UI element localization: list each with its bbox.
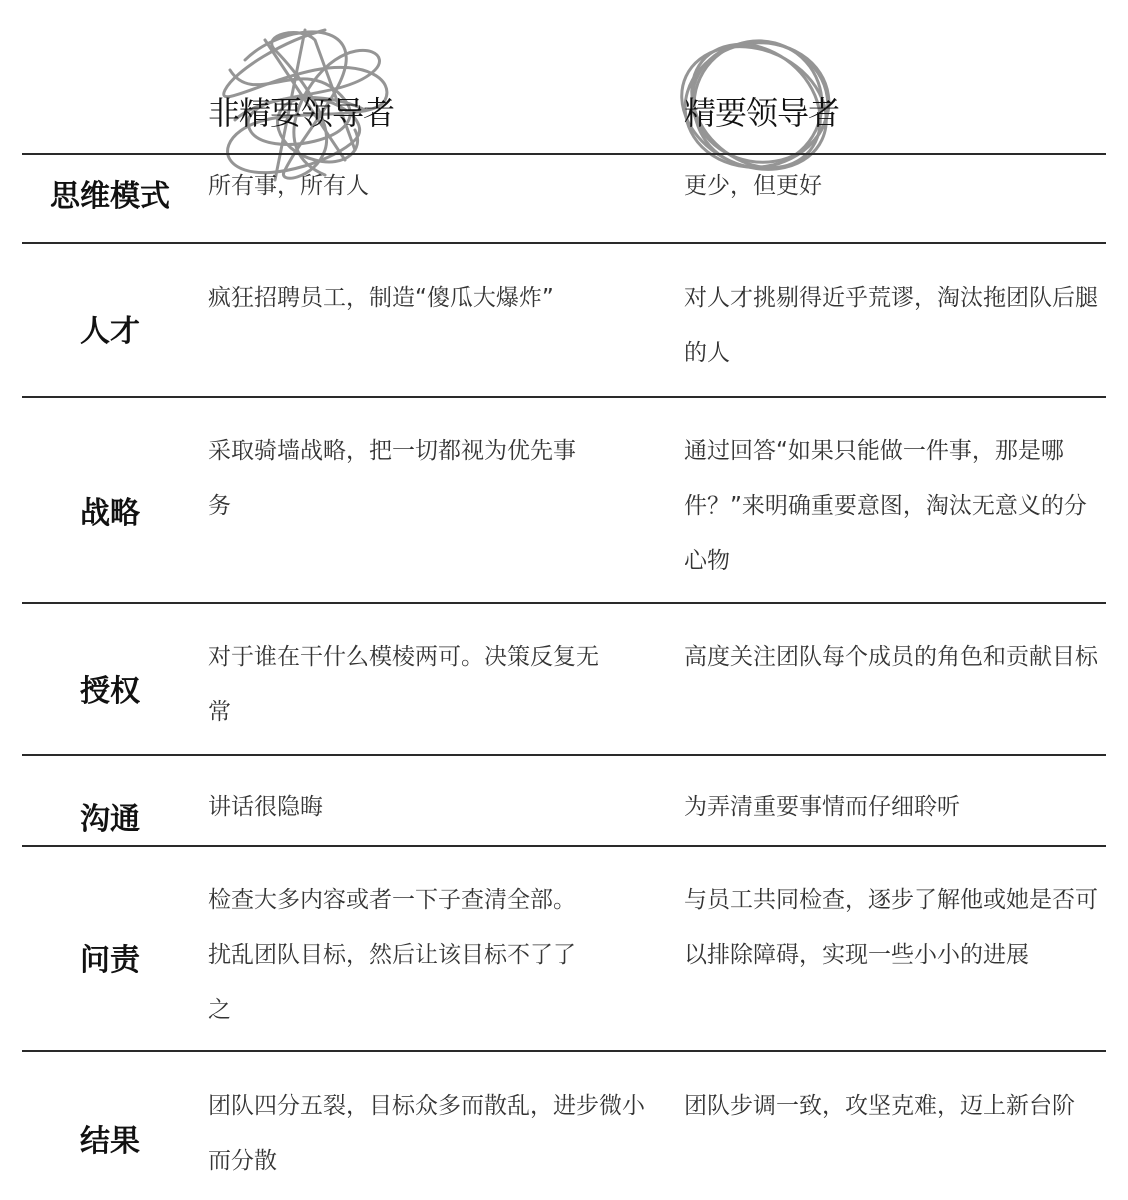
row-label: 战略 (80, 496, 140, 531)
essentialist-cell: 为弄清重要事情而仔细聆听 (684, 794, 960, 820)
table-row (0, 155, 1128, 242)
table-row (0, 1052, 1128, 1200)
essentialist-cell: 与员工共同检查，逐步了解他或她是否可以排除障碍，实现一些小小的进展 (684, 887, 1098, 968)
divider (22, 602, 1106, 604)
non-essentialist-cell: 所有事，所有人 (208, 173, 369, 199)
table-row (0, 847, 1128, 1050)
table-row (0, 756, 1128, 845)
row-label: 思维模式 (50, 179, 170, 214)
divider (22, 153, 1106, 155)
divider (22, 754, 1106, 756)
essentialist-cell: 通过回答“如果只能做一件事，那是哪件？”来明确重要意图，淘汰无意义的分心物 (684, 438, 1087, 574)
essentialist-cell: 团队步调一致，攻坚克难，迈上新台阶 (684, 1093, 1075, 1119)
column-title-essentialist: 精要领导者 (684, 94, 840, 132)
row-label: 结果 (80, 1124, 140, 1159)
divider (22, 396, 1106, 398)
non-essentialist-cell: 团队四分五裂，目标众多而散乱，进步微小而分散 (208, 1093, 645, 1174)
row-label: 人才 (80, 314, 140, 349)
essentialist-cell: 高度关注团队每个成员的角色和贡献目标 (684, 644, 1098, 670)
divider (22, 242, 1106, 244)
row-label: 问责 (80, 943, 140, 978)
non-essentialist-cell: 检查大多内容或者一下子查清全部。扰乱团队目标，然后让该目标不了了之 (208, 887, 576, 1023)
essentialist-cell: 对人才挑剔得近乎荒谬，淘汰拖团队后腿的人 (684, 285, 1098, 366)
table-row (0, 398, 1128, 602)
essentialist-cell: 更少，但更好 (684, 173, 822, 199)
divider (22, 1050, 1106, 1052)
non-essentialist-cell: 讲话很隐晦 (208, 794, 323, 820)
non-essentialist-cell: 疯狂招聘员工，制造“傻瓜大爆炸” (208, 285, 554, 311)
non-essentialist-cell: 采取骑墙战略，把一切都视为优先事务 (208, 438, 576, 519)
table-row (0, 244, 1128, 396)
column-title-non-essentialist: 非精要领导者 (208, 94, 395, 132)
non-essentialist-cell: 对于谁在干什么模棱两可。决策反复无常 (208, 644, 599, 725)
row-label: 沟通 (80, 802, 140, 837)
table-row (0, 604, 1128, 754)
table-header (0, 0, 1128, 154)
divider (22, 845, 1106, 847)
row-label: 授权 (80, 674, 140, 709)
